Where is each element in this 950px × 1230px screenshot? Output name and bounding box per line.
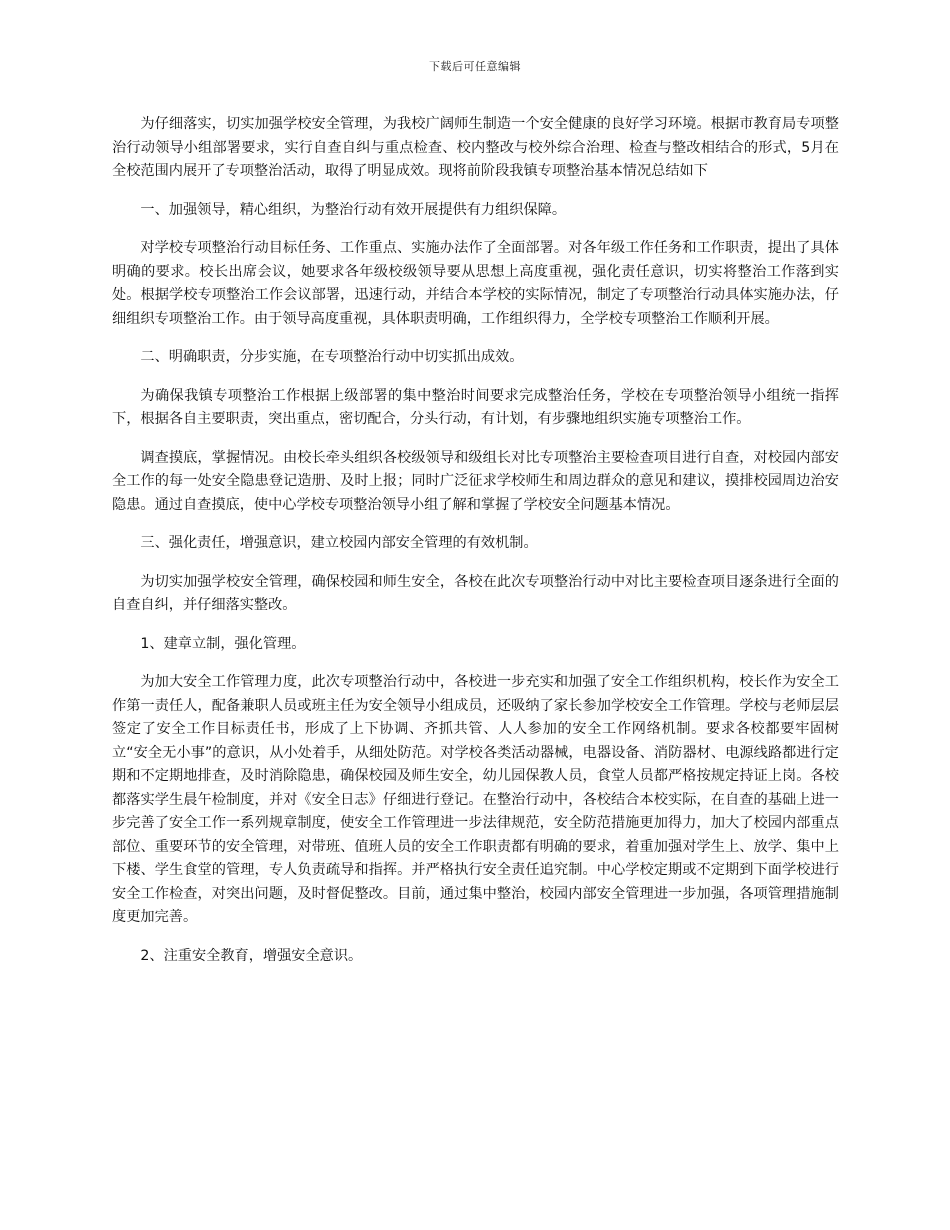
- subsection-heading-2: 2、注重安全教育，增强安全意识。: [140, 947, 363, 964]
- section-heading-1: 一、加强领导，精心组织，为整治行动有效开展提供有力组织保障。: [140, 201, 567, 218]
- body-paragraph: 为确保我镇专项整治工作根据上级部署的集中整治时间要求完成整治任务，学校在专项整治领导小组统一指挥下，根据各自主要职责，突出重点，密切配合，分头行动，有计划，有步骤地组织实施专项整治工作。: [112, 387, 839, 427]
- subsection-heading-1: 1、建章立制，强化管理。: [140, 635, 306, 652]
- body-paragraph: 为加大安全工作管理力度，此次专项整治行动中，各校进一步充实和加强了安全工作组织机构，校长作为安全工作第一责任人，配备兼职人员或班主任为安全领导小组成员，还吸纳了家长参加学校安全工作管理。学校与老师层层签定了安全工作目标责任书，形成了上下协调、齐抓共管、人人参加的安全工作网络机制。要求各校都要牢固树立“安全无小事”的意识，从小处着手，从细处防范。对学校各类活动器械，电器设备、消防器材、电源线路都进行定期和不定期地排查，及时消除隐患，确保校园及师生安全，幼儿园保教人员，食堂人员都严格按规定持证上岗。各校都落实学生晨午检制度，并对《安全日志》仔细进行登记。在整治行动中，各校结合本校实际，在自查的基础上进一步完善了安全工作一系列规章制度，使安全工作管理进一步法律规范，安全防范措施更加得力，加大了校园内部重点部位、重要环节的安全管理，对带班、值班人员的安全工作职责都有明确的要求，着重加强对学生上、放学、集中上下楼、学生食堂的管理，专人负责疏导和指挥。并严格执行安全责任追究制。中心学校定期或不定期到下面学校进行安全工作检查，对突出问题，及时督促整改。目前，通过集中整治，校园内部安全管理进一步加强，各项管理措施制度更加完善。: [112, 674, 839, 925]
- intro-paragraph: 为仔细落实，切实加强学校安全管理，为我校广阔师生制造一个安全健康的良好学习环境。根据市教育局专项整治行动领导小组部署要求，实行自查自纠与重点检查、校内整改与校外综合治理、检查与整改相结合的形式，5月在全校范围内展开了专项整治活动，取得了明显成效。现将前阶段我镇专项整治基本情况总结如下: [112, 116, 839, 179]
- body-paragraph: 调查摸底，掌握情况。由校长牵头组织各校级领导和级组长对比专项整治主要检查项目进行自查，对校园内部安全工作的每一处安全隐患登记造册、及时上报；同时广泛征求学校师生和周边群众的意见和建议，摸排校园周边治安隐患。通过自查摸底，使中心学校专项整治领导小组了解和掌握了学校安全问题基本情况。: [112, 449, 839, 513]
- section-heading-3: 三、强化责任，增强意识，建立校园内部安全管理的有效机制。: [140, 535, 538, 551]
- body-paragraph: 对学校专项整治行动目标任务、工作重点、实施办法作了全面部署。对各年级工作任务和工作职责，提出了具体明确的要求。校长出席会议，她要求各年级校级领导要从思想上高度重视，强化责任意识，切实将整治工作落到实处。根据学校专项整治工作会议部署，迅速行动，并结合本学校的实际情况，制定了专项整治行动具体实施办法，仔细组织专项整治工作。由于领导高度重视，具体职责明确，工作组织得力，全学校专项整治工作顺利开展。: [112, 240, 839, 327]
- page-header: 下载后可任意编辑: [429, 60, 521, 73]
- document-body: [112, 113, 839, 983]
- body-paragraph: 为切实加强学校安全管理，确保校园和师生安全，各校在此次专项整治行动中对比主要检查项目逐条进行全面的自查自纠，并仔细落实整改。: [112, 573, 839, 613]
- section-heading-2: 二、明确职责，分步实施，在专项整治行动中切实抓出成效。: [140, 349, 524, 365]
